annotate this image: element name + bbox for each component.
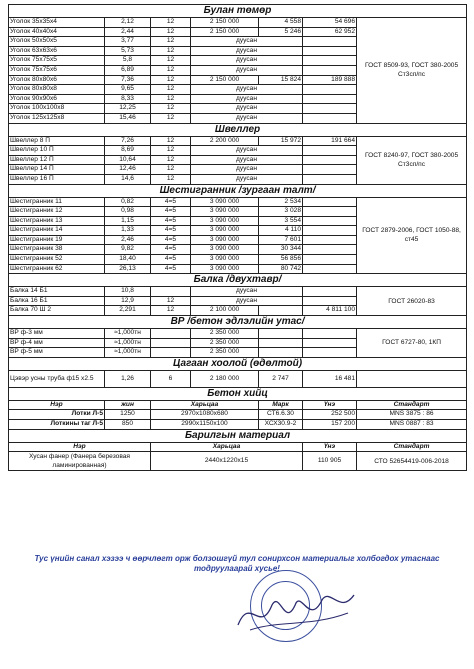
table-cell — [259, 329, 303, 339]
table-cell: 14,6 — [105, 174, 151, 184]
table-cell — [303, 37, 357, 47]
table-cell: 2,291 — [105, 306, 151, 316]
table-cell: 2 150 000 — [191, 27, 259, 37]
table-cell: 3 090 000 — [191, 255, 259, 265]
signature — [230, 575, 360, 645]
table-cell: Шестигранник 13 — [9, 216, 105, 226]
table-cell: 26,13 — [105, 264, 151, 274]
status-sold-out: дуусан — [191, 85, 303, 95]
section-title: Шестигранник /зургаан талт/ — [9, 184, 467, 197]
table-cell: 5 246 — [259, 27, 303, 37]
table-cell: 2 350 000 — [191, 338, 259, 348]
table-cell — [303, 197, 357, 207]
table-cell: 15,46 — [105, 113, 151, 123]
table-cell — [303, 174, 357, 184]
table-cell: 12 — [151, 37, 191, 47]
table-cell: 252 500 — [303, 410, 357, 420]
column-header: Харьцаа — [151, 442, 303, 452]
table-cell: 8,33 — [105, 94, 151, 104]
table-row — [9, 287, 467, 297]
table-cell: 1,26 — [105, 370, 151, 387]
standard-cell: ГОСТ 8509-93, ГОСТ 380-2005 Ст3сп/пс — [357, 18, 467, 124]
section-title: Швеллер — [9, 123, 467, 136]
table-cell — [151, 287, 191, 297]
table-cell: 2,44 — [105, 27, 151, 37]
table-cell: 12 — [151, 94, 191, 104]
table-cell: 3 090 000 — [191, 226, 259, 236]
table-cell: Шестигранник 12 — [9, 207, 105, 217]
table-cell: 1,33 — [105, 226, 151, 236]
table-row — [9, 197, 467, 207]
table-cell: 191 664 — [303, 136, 357, 146]
table-cell: 12 — [151, 75, 191, 85]
table-cell: 2 350 000 — [191, 329, 259, 339]
table-cell: MNS 0887 : 83 — [357, 420, 467, 430]
table-cell: Уголок 80х80х6 — [9, 75, 105, 85]
price-table — [8, 4, 467, 471]
table-row — [9, 136, 467, 146]
status-sold-out: дуусан — [191, 155, 303, 165]
table-cell: 1250 — [105, 410, 151, 420]
table-cell: 2 150 000 — [191, 18, 259, 28]
table-cell — [151, 329, 191, 339]
table-cell — [303, 348, 357, 358]
table-cell: Уголок 80х80х8 — [9, 85, 105, 95]
table-cell: 54 696 — [303, 18, 357, 28]
status-sold-out: дуусан — [191, 94, 303, 104]
table-cell: 4=5 — [151, 216, 191, 226]
table-cell: 15 824 — [259, 75, 303, 85]
table-cell — [303, 207, 357, 217]
table-cell: 3 028 — [259, 207, 303, 217]
table-cell: 3 090 000 — [191, 197, 259, 207]
status-sold-out: дуусан — [191, 37, 303, 47]
section-title: Булан төмөр — [9, 5, 467, 18]
table-cell: Шестигранник 52 — [9, 255, 105, 265]
table-cell — [303, 65, 357, 75]
table-cell: Лотки Л-5 — [9, 410, 105, 420]
table-cell: Шестигранник 38 — [9, 245, 105, 255]
table-cell — [303, 287, 357, 297]
table-cell — [303, 46, 357, 56]
column-header: Харьцаа — [151, 400, 259, 410]
table-row — [9, 329, 467, 339]
status-sold-out: дуусан — [191, 287, 303, 297]
table-cell: 16 481 — [303, 370, 357, 387]
table-cell: 4=5 — [151, 255, 191, 265]
table-cell — [303, 155, 357, 165]
section-header-row — [9, 274, 467, 287]
table-cell: 30 344 — [259, 245, 303, 255]
table-cell: Швеллер 12 П — [9, 155, 105, 165]
table-cell: Балка 14 Б1 — [9, 287, 105, 297]
section-header-row — [9, 316, 467, 329]
table-cell — [303, 338, 357, 348]
status-sold-out: дуусан — [191, 113, 303, 123]
standard-cell: ГОСТ 2879-2006, ГОСТ 1050-88, ст45 — [357, 197, 467, 274]
table-cell: 12 — [151, 146, 191, 156]
table-cell: 4=5 — [151, 207, 191, 217]
column-header: Марк — [259, 400, 303, 410]
table-cell: 4 558 — [259, 18, 303, 28]
table-cell: Шестигранник 14 — [9, 226, 105, 236]
table-cell — [303, 245, 357, 255]
table-cell: ХСХ30.9-2 — [259, 420, 303, 430]
table-cell: 4=5 — [151, 235, 191, 245]
table-cell: 1,15 — [105, 216, 151, 226]
section-header-row — [9, 429, 467, 442]
table-cell: 12 — [151, 104, 191, 114]
section-title: Балка /двухтавр/ — [9, 274, 467, 287]
table-cell: ≈1,000тн — [105, 348, 151, 358]
table-cell — [151, 338, 191, 348]
status-sold-out: дуусан — [191, 46, 303, 56]
table-cell — [303, 226, 357, 236]
table-cell: Швеллер 14 П — [9, 165, 105, 175]
table-row — [9, 452, 467, 471]
table-cell: 5,8 — [105, 56, 151, 66]
price-list-document — [8, 4, 466, 471]
table-cell: Уголок 75х75х6 — [9, 65, 105, 75]
table-cell: ВР ф-3 мм — [9, 329, 105, 339]
column-header: жин — [105, 400, 151, 410]
table-cell: Шестигранник 19 — [9, 235, 105, 245]
table-cell — [303, 113, 357, 123]
beton-header-row — [9, 400, 467, 410]
table-cell — [303, 216, 357, 226]
status-sold-out: дуусан — [191, 56, 303, 66]
table-cell: СТ6.6.30 — [259, 410, 303, 420]
table-cell: 4 811 100 — [303, 306, 357, 316]
table-cell: Уголок 35х35х4 — [9, 18, 105, 28]
standard-cell: ГОСТ 26020-83 — [357, 287, 467, 316]
table-cell — [259, 306, 303, 316]
table-cell: 3 090 000 — [191, 235, 259, 245]
table-cell — [303, 264, 357, 274]
table-cell: Уголок 40х40х4 — [9, 27, 105, 37]
table-row — [9, 410, 467, 420]
table-cell: Цэвэр усны труба ф15 х2.5 — [9, 370, 105, 387]
table-cell: 12 — [151, 306, 191, 316]
table-cell: 2970х1080х680 — [151, 410, 259, 420]
table-cell — [303, 56, 357, 66]
table-cell: 12,9 — [105, 296, 151, 306]
table-cell: 12 — [151, 46, 191, 56]
table-cell: 2,46 — [105, 235, 151, 245]
table-cell: 850 — [105, 420, 151, 430]
table-cell — [303, 165, 357, 175]
table-cell: 12 — [151, 296, 191, 306]
section-header-row — [9, 184, 467, 197]
table-cell: 10,8 — [105, 287, 151, 297]
table-cell: 6,89 — [105, 65, 151, 75]
standard-cell: ГОСТ 8240-97, ГОСТ 380-2005 Ст3сп/пс — [357, 136, 467, 184]
column-header: Үнэ — [303, 442, 357, 452]
table-cell — [303, 94, 357, 104]
table-cell — [357, 370, 467, 387]
table-row — [9, 18, 467, 28]
table-cell: СТО 52654419-006-2018 — [357, 452, 467, 471]
section-header-row — [9, 123, 467, 136]
table-cell: 2 200 000 — [191, 136, 259, 146]
table-cell: Швеллер 8 П — [9, 136, 105, 146]
table-cell: Хусан фанер (Фанера березовая ламинированная) — [9, 452, 151, 471]
table-cell: ВР ф-5 мм — [9, 348, 105, 358]
table-cell: 7,36 — [105, 75, 151, 85]
table-cell: 4=5 — [151, 264, 191, 274]
table-cell: Уголок 75х75х5 — [9, 56, 105, 66]
table-cell — [303, 146, 357, 156]
table-cell: 2 150 000 — [191, 75, 259, 85]
column-header: Нэр — [9, 400, 105, 410]
table-cell: 189 888 — [303, 75, 357, 85]
table-cell: 10,64 — [105, 155, 151, 165]
table-cell: 12 — [151, 18, 191, 28]
column-header: Нэр — [9, 442, 151, 452]
table-cell: 110 905 — [303, 452, 357, 471]
table-cell: 6 — [151, 370, 191, 387]
footer-note: Тус үнийн санал хэзээ ч өөрчлөгт орж болзошгүй тул сонирхсон материалыг холбогдох утаснаас тодруулаарай хусье! — [34, 554, 440, 573]
table-cell: 0,98 — [105, 207, 151, 217]
table-cell: 2,12 — [105, 18, 151, 28]
table-cell: 157 200 — [303, 420, 357, 430]
column-header: Стандарт — [357, 400, 467, 410]
table-cell — [303, 104, 357, 114]
table-cell: 2 350 000 — [191, 348, 259, 358]
table-cell: 12 — [151, 136, 191, 146]
table-cell: 8,69 — [105, 146, 151, 156]
table-cell: 2440х1220х15 — [151, 452, 303, 471]
table-cell — [259, 348, 303, 358]
standard-cell: ГОСТ 6727-80, 1КП — [357, 329, 467, 358]
table-cell: 2990х1150х100 — [151, 420, 259, 430]
table-cell: 12 — [151, 113, 191, 123]
table-cell: Балка 16 Б1 — [9, 296, 105, 306]
table-cell: Уголок 125х125х8 — [9, 113, 105, 123]
table-cell: 3,77 — [105, 37, 151, 47]
table-cell: Уголок 100х100х8 — [9, 104, 105, 114]
table-cell: 3 090 000 — [191, 245, 259, 255]
table-cell: Уголок 50х50х5 — [9, 37, 105, 47]
table-cell: 3 090 000 — [191, 216, 259, 226]
table-cell: Уголок 63х63х6 — [9, 46, 105, 56]
section-title: Бетон хийц — [9, 387, 467, 400]
column-header: Стандарт — [357, 442, 467, 452]
table-cell — [151, 348, 191, 358]
section-title: Барилгын материал — [9, 429, 467, 442]
table-cell: Уголок 90х90х6 — [9, 94, 105, 104]
status-sold-out: дуусан — [191, 65, 303, 75]
table-cell: 12 — [151, 56, 191, 66]
table-cell: 80 742 — [259, 264, 303, 274]
status-sold-out: дуусан — [191, 174, 303, 184]
table-cell: 9,82 — [105, 245, 151, 255]
table-cell: 62 952 — [303, 27, 357, 37]
section-header-row — [9, 5, 467, 18]
table-cell: Шестигранник 62 — [9, 264, 105, 274]
status-sold-out: дуусан — [191, 104, 303, 114]
section-header-row — [9, 357, 467, 370]
table-cell: 0,82 — [105, 197, 151, 207]
table-cell: 2 534 — [259, 197, 303, 207]
table-cell: ≈1,000тн — [105, 329, 151, 339]
table-cell: 2 747 — [259, 370, 303, 387]
table-cell: Балка 70 Ш 2 — [9, 306, 105, 316]
table-cell: 7,26 — [105, 136, 151, 146]
table-cell — [303, 296, 357, 306]
table-cell: Шестигранник 11 — [9, 197, 105, 207]
table-cell: 12 — [151, 155, 191, 165]
table-cell — [303, 235, 357, 245]
table-cell: 12 — [151, 65, 191, 75]
table-cell: 56 856 — [259, 255, 303, 265]
table-cell: 3 554 — [259, 216, 303, 226]
table-cell — [303, 329, 357, 339]
table-cell: 2 180 000 — [191, 370, 259, 387]
table-row — [9, 370, 467, 387]
section-header-row — [9, 387, 467, 400]
status-sold-out: дуусан — [191, 165, 303, 175]
table-cell: 4=5 — [151, 245, 191, 255]
table-cell: 12,25 — [105, 104, 151, 114]
table-cell: ≈1,000тн — [105, 338, 151, 348]
table-cell: 12 — [151, 27, 191, 37]
table-cell: 12 — [151, 165, 191, 175]
table-cell: Швеллер 10 П — [9, 146, 105, 156]
table-cell: 4=5 — [151, 197, 191, 207]
table-cell: ВР ф-4 мм — [9, 338, 105, 348]
table-cell: 7 601 — [259, 235, 303, 245]
table-cell: 12,46 — [105, 165, 151, 175]
table-row — [9, 420, 467, 430]
section-title: ВР /бетон эдлэлийн утас/ — [9, 316, 467, 329]
table-cell — [259, 338, 303, 348]
table-cell — [303, 85, 357, 95]
table-cell: 9,65 — [105, 85, 151, 95]
table-cell: 4 110 — [259, 226, 303, 236]
table-cell: Лоткины таг Л-5 — [9, 420, 105, 430]
barilga-header-row — [9, 442, 467, 452]
table-cell: 12 — [151, 174, 191, 184]
column-header: Үнэ — [303, 400, 357, 410]
table-cell: 4=5 — [151, 226, 191, 236]
table-cell: 15 972 — [259, 136, 303, 146]
table-cell: 2 100 000 — [191, 306, 259, 316]
table-cell — [303, 255, 357, 265]
section-title: Цагаан хоолой (өдөлтой) — [9, 357, 467, 370]
status-sold-out: дуусан — [191, 296, 303, 306]
table-cell: 5,73 — [105, 46, 151, 56]
status-sold-out: дуусан — [191, 146, 303, 156]
table-cell: Швеллер 16 П — [9, 174, 105, 184]
table-cell: 18,40 — [105, 255, 151, 265]
table-cell: 3 090 000 — [191, 207, 259, 217]
table-cell: MNS 3875 : 86 — [357, 410, 467, 420]
table-cell: 12 — [151, 85, 191, 95]
table-cell: 3 090 000 — [191, 264, 259, 274]
